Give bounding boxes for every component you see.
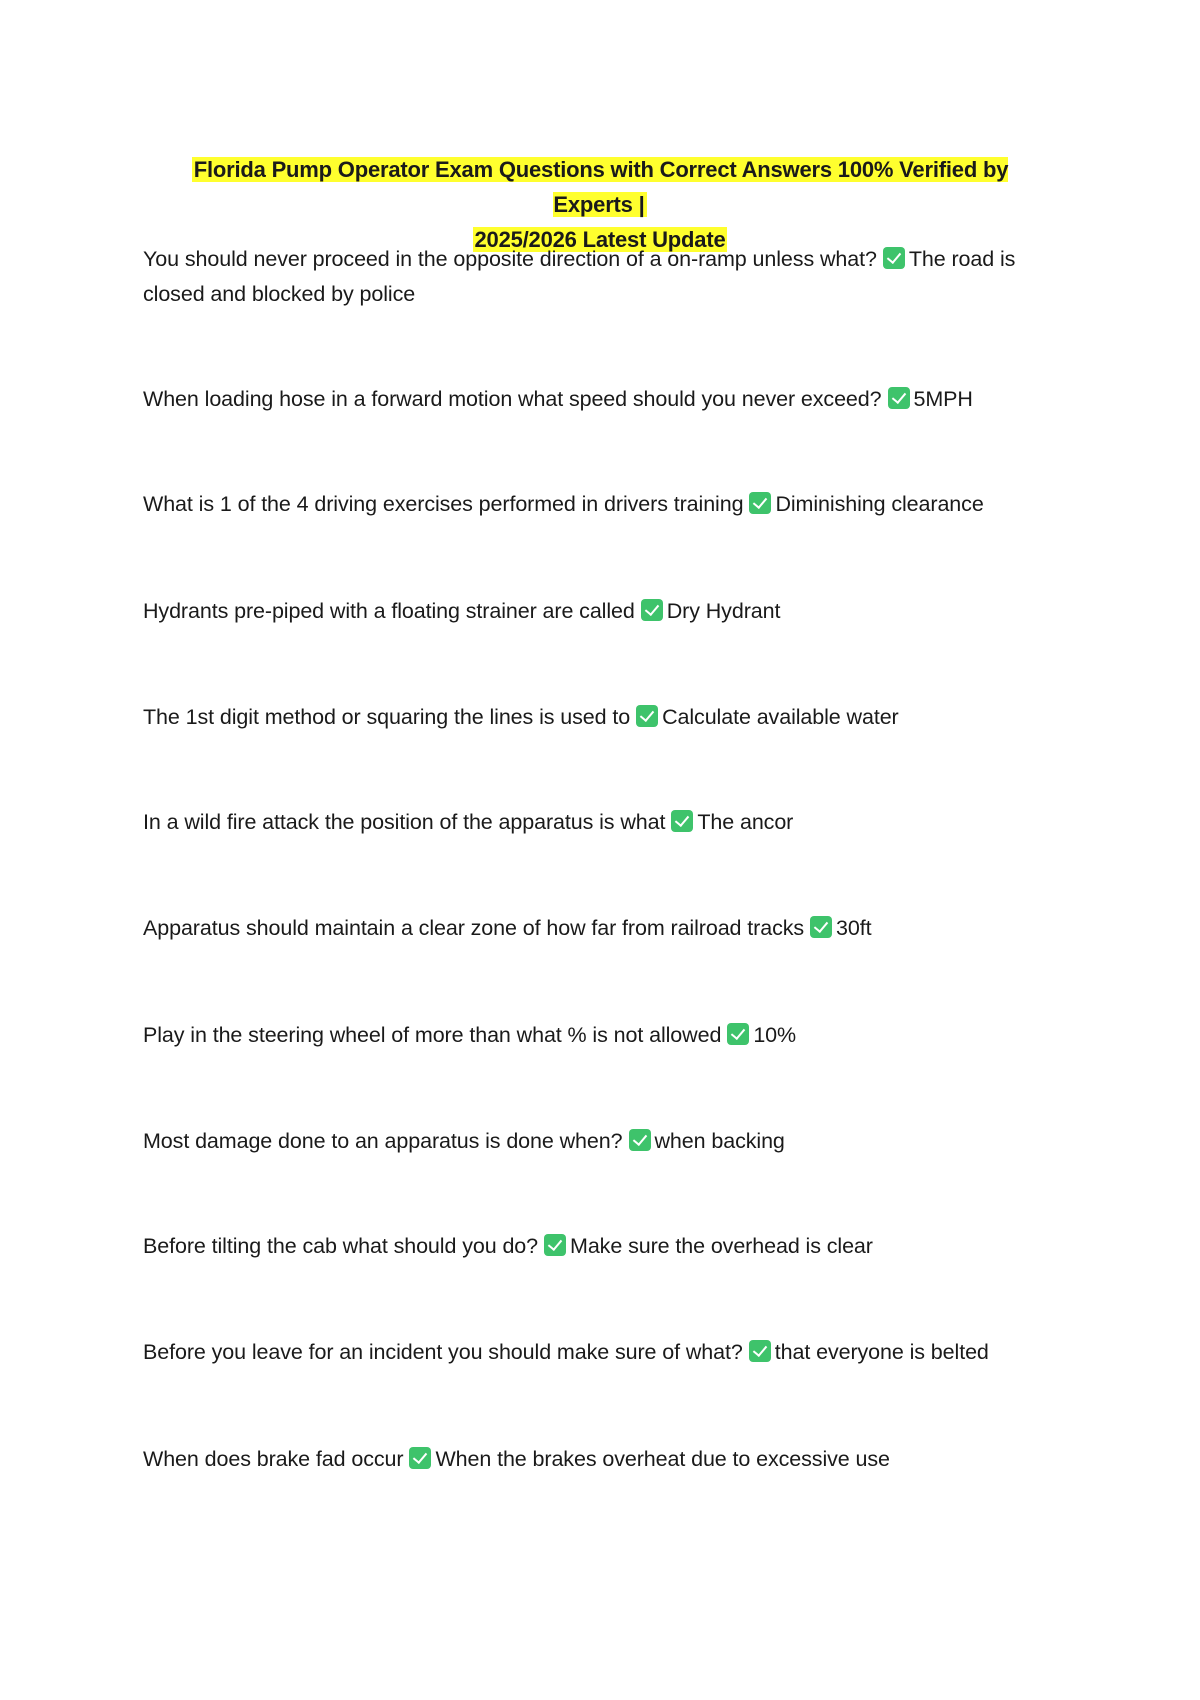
- qa-item-3: [143, 487, 1043, 522]
- question-text: When loading hose in a forward motion what speed should you never exceed?: [143, 387, 882, 411]
- answer-text: When the brakes overheat due to excessive use: [435, 1447, 890, 1471]
- qa-item-10: [143, 1229, 1043, 1264]
- question-text: What is 1 of the 4 driving exercises performed in drivers training: [143, 492, 744, 516]
- title-line-1: Florida Pump Operator Exam Questions with Correct Answers 100% Verified by Experts |: [193, 157, 1009, 217]
- checkmark-icon: [749, 492, 771, 514]
- answer-text: Diminishing clearance: [775, 492, 984, 516]
- question-text: The 1st digit method or squaring the lines is used to: [143, 705, 631, 729]
- answer-text: The ancor: [697, 810, 794, 834]
- qa-item-12: [143, 1442, 1043, 1477]
- qa-item-1: [143, 242, 1043, 312]
- checkmark-icon: [888, 387, 910, 409]
- answer-text: 10%: [753, 1023, 797, 1047]
- question-text: Most damage done to an apparatus is done when?: [143, 1129, 623, 1153]
- answer-text: 30ft: [836, 916, 872, 940]
- qa-item-7: [143, 911, 1043, 946]
- checkmark-icon: [749, 1340, 771, 1362]
- qa-item-9: [143, 1124, 1043, 1159]
- checkmark-icon: [544, 1234, 566, 1256]
- qa-item-5: [143, 700, 1043, 735]
- answer-text: that everyone is belted: [774, 1340, 989, 1364]
- title-line-2: 2025/2026 Latest Update: [474, 227, 726, 252]
- qa-item-8: [143, 1018, 1043, 1053]
- qa-item-2: [143, 382, 1043, 417]
- qa-item-11: [143, 1335, 1043, 1370]
- answer-text: Make sure the overhead is clear: [570, 1234, 873, 1258]
- answer-text: when backing: [654, 1129, 785, 1153]
- question-text: In a wild fire attack the position of the apparatus is what: [143, 810, 666, 834]
- question-text: Apparatus should maintain a clear zone of how far from railroad tracks: [143, 916, 805, 940]
- checkmark-icon: [671, 810, 693, 832]
- question-text: When does brake fad occur: [143, 1447, 404, 1471]
- answer-text: Dry Hydrant: [666, 599, 781, 623]
- checkmark-icon: [641, 599, 663, 621]
- checkmark-icon: [409, 1447, 431, 1469]
- checkmark-icon: [883, 247, 905, 269]
- checkmark-icon: [629, 1129, 651, 1151]
- question-text: You should never proceed in the opposite direction of a on-ramp unless what?: [143, 247, 877, 271]
- question-text: Before you leave for an incident you should make sure of what?: [143, 1340, 743, 1364]
- answer-text: 5MPH: [913, 387, 973, 411]
- question-text: Hydrants pre-piped with a floating strainer are called: [143, 599, 635, 623]
- checkmark-icon: [810, 916, 832, 938]
- answer-text: Calculate available water: [662, 705, 899, 729]
- checkmark-icon: [636, 705, 658, 727]
- question-text: Play in the steering wheel of more than what % is not allowed: [143, 1023, 722, 1047]
- question-text: Before tilting the cab what should you do?: [143, 1234, 539, 1258]
- checkmark-icon: [727, 1023, 749, 1045]
- qa-item-4: [143, 594, 1043, 629]
- answer-text: The road is closed and blocked by police: [143, 247, 1016, 306]
- qa-item-6: [143, 805, 1043, 840]
